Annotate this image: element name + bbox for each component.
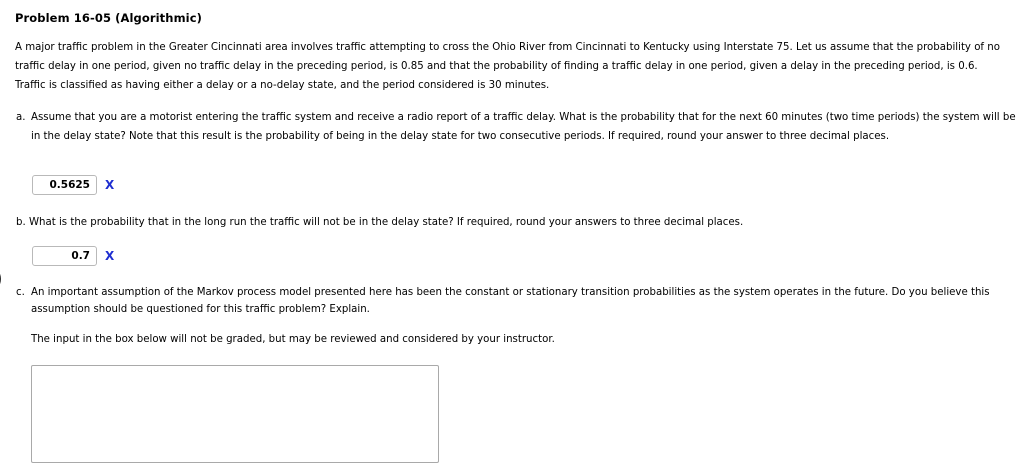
incorrect-mark-icon: X <box>105 178 115 192</box>
explanation-textarea[interactable] <box>31 365 439 463</box>
part-a-letter: a. <box>16 112 26 123</box>
problem-title: Problem 16-05 (Algorithmic) <box>15 11 202 25</box>
problem-intro: A major traffic problem in the Greater Cincinnati area involves traffic attempting to cross the Ohio River from Cincinnati to Kentucky using Interstate 75. Let us assume that the probability of no traffic delay in one period, given no traffic delay in the preceding period, is 0.85 and that the probability of finding a traffic delay in one period, given a delay in the preceding period, is 0.6. Traffic is classified as having either a delay or a no-delay state, and the period considered is 30 minutes. <box>15 42 1000 91</box>
part-c-letter: c. <box>16 287 25 298</box>
part-b <box>16 213 743 232</box>
part-a-answer-input[interactable]: 0.5625 <box>32 175 97 195</box>
part-b-answer-row <box>32 246 114 266</box>
part-b-answer-input[interactable]: 0.7 <box>32 246 97 266</box>
part-b-letter: b. <box>16 217 26 228</box>
part-b-question: What is the probability that in the long run the traffic will not be in the delay state? If required, round your answers to three decimal places. <box>28 217 744 228</box>
part-c-question: An important assumption of the Markov process model presented here has been the constant or stationary transition probabilities as the system operates in the future. Do you believe this assumption should be questioned for this traffic problem? Explain. <box>31 287 990 315</box>
part-a-question: Assume that you are a motorist entering the traffic system and receive a radio report of a traffic delay. What is the probability that for the next 60 minutes (two time periods) the system will be in the delay state? Note that this result is the probability of being in the delay state for two consecutive periods. If required, round your answer to three decimal places. <box>31 112 1016 142</box>
part-a-answer-row <box>32 175 114 195</box>
edge-arc-decoration <box>0 264 8 294</box>
grading-note: The input in the box below will not be graded, but may be reviewed and considered by your instructor. <box>31 334 555 345</box>
incorrect-mark-icon: X <box>105 249 115 263</box>
